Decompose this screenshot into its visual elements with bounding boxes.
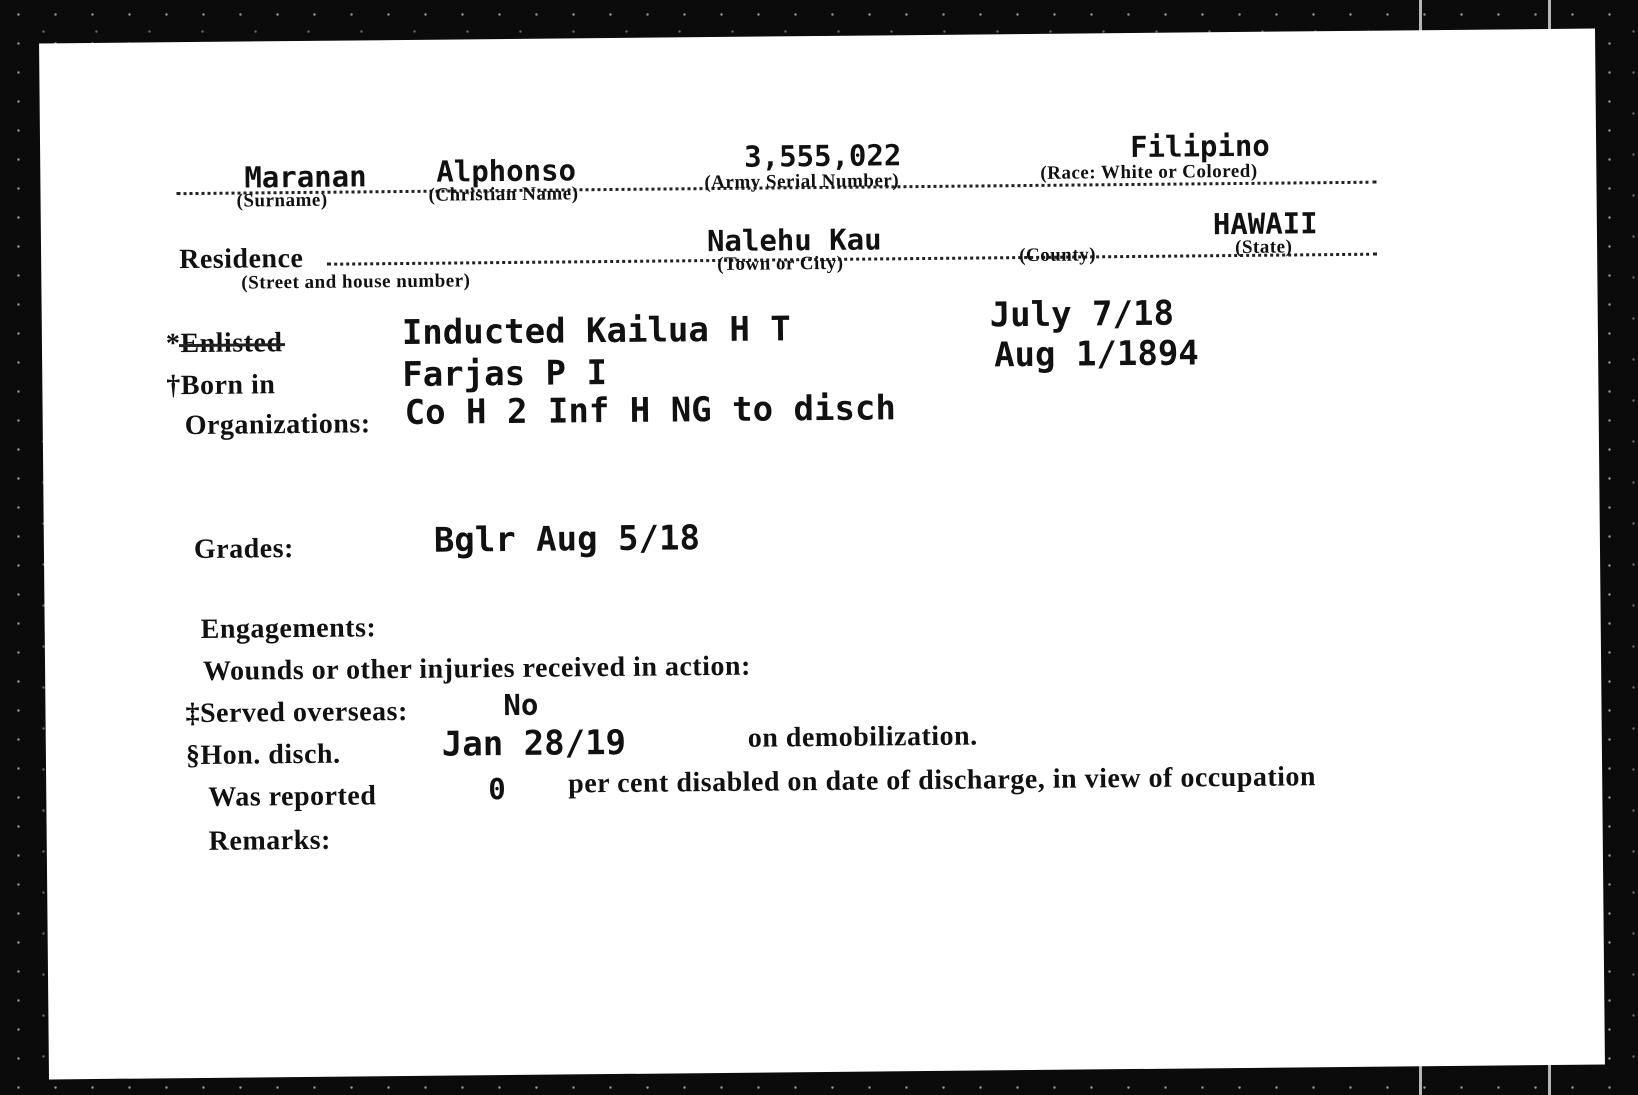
born-date: Aug 1/1894 [993,333,1199,376]
served-overseas-label: ‡Served overseas: [185,695,408,730]
enlisted-value: Inducted Kailua H T [401,309,791,354]
organizations-value: Co H 2 Inf H NG to disch [404,388,897,433]
christian-name-value: Alphonso [436,153,577,189]
born-value: Farjas P I [402,353,608,396]
army-serial-label: (Army Serial Number) [704,170,900,194]
engagements-label: Engagements: [200,612,377,645]
enlisted-date: July 7/18 [989,293,1175,336]
state-value: HAWAII [1212,206,1318,242]
organizations-label: Organizations: [184,408,371,442]
born-label: †Born in [166,369,276,402]
remarks-label: Remarks: [208,824,332,857]
surname-label: (Surname) [236,189,328,212]
hon-discharge-date: Jan 28/19 [441,722,627,765]
served-overseas-value: No [503,687,539,723]
army-serial-value: 3,555,022 [744,138,902,174]
grades-value: Bglr Aug 5/18 [433,518,701,561]
hon-discharge-suffix: on demobilization. [747,720,978,754]
race-value: Filipino [1129,128,1270,165]
residence-label: Residence [178,242,304,276]
disabled-percent-suffix: per cent disabled on date of discharge, in view of occupation [568,761,1317,800]
wounds-label: Wounds or other injuries received in action: [202,650,752,687]
disabled-percent-value: 0 [488,772,506,807]
hon-discharge-label: §Hon. disch. [185,738,341,772]
grades-label: Grades: [193,533,295,566]
service-record-card [39,29,1605,1080]
enlisted-label-struck: Enlisted [180,327,283,360]
town-value: Nalehu Kau [706,222,882,259]
christian-name-label: (Christian Name) [428,183,579,206]
surname-value: Maranan [244,159,367,195]
town-label: (Town or City) [717,252,844,275]
state-label: (State) [1234,236,1293,259]
street-label: (Street and house number) [241,270,471,294]
enlisted-label-asterisk: * [165,328,181,360]
race-label: (Race: White or Colored) [1040,160,1258,184]
county-label: (County) [1019,244,1097,267]
enlisted-label [166,329,283,358]
was-reported-label: Was reported [208,780,377,813]
